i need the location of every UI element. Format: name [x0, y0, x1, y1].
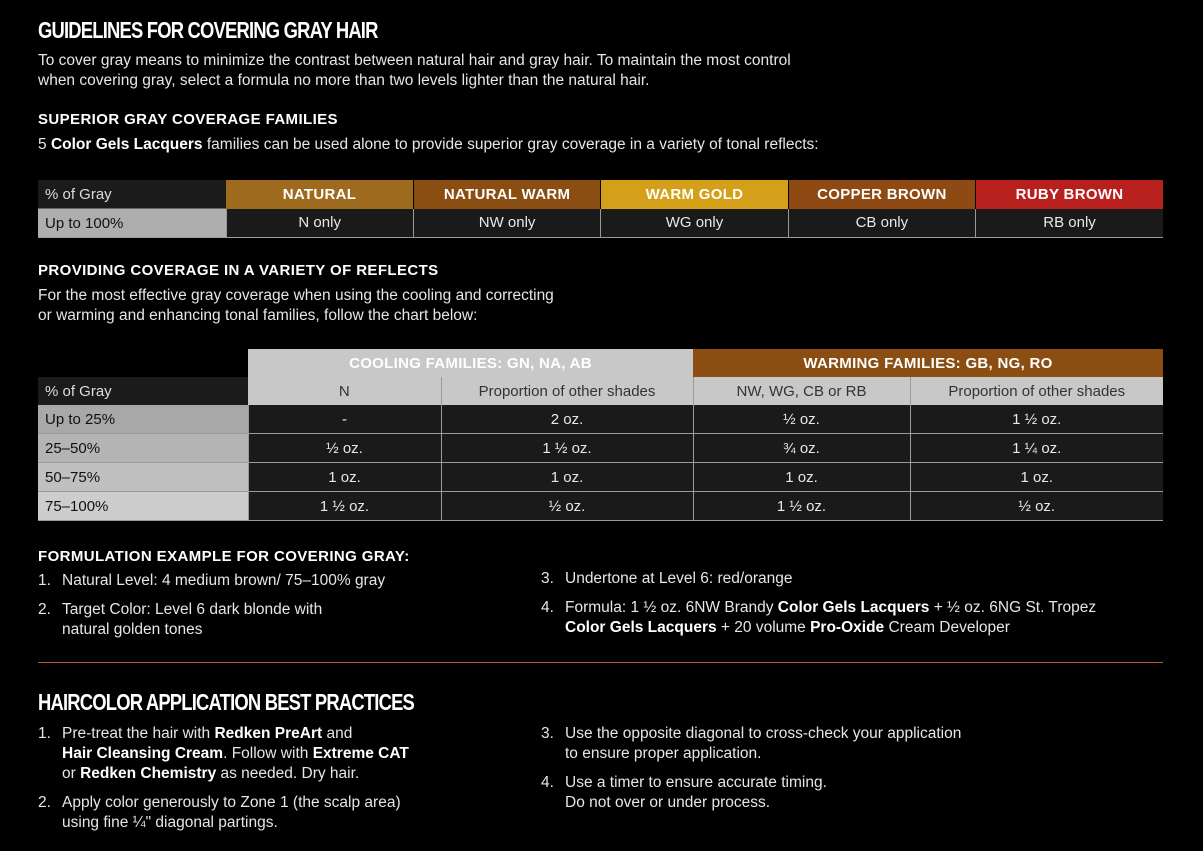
- list-text: [62, 744, 518, 764]
- text-run: Pre-treat the hair with: [62, 725, 215, 742]
- list-text: Undertone at Level 6: red/orange: [565, 570, 793, 587]
- section-title-covering-gray: GUIDELINES FOR COVERING GRAY HAIR: [38, 17, 378, 43]
- formulation-list-right: [541, 569, 1181, 638]
- superior-cell-cb: CB only: [788, 209, 975, 238]
- superior-cell-nw: NW only: [413, 209, 600, 238]
- reflects-cell: ½ oz.: [693, 405, 910, 434]
- list-text: Natural Level: 4 medium brown/ 75–100% gray: [62, 572, 386, 589]
- formulation-heading: FORMULATION EXAMPLE FOR COVERING GRAY:: [38, 548, 410, 565]
- text-run: . Follow with: [223, 745, 313, 762]
- reflects-col-nw-wg-cb-rb: NW, WG, CB or RB: [693, 377, 910, 405]
- superior-coverage-table: [38, 180, 1163, 238]
- list-text: using fine ¼" diagonal partings.: [62, 814, 278, 831]
- reflects-cell: 1 oz.: [248, 463, 441, 492]
- brand-name: Extreme CAT: [312, 745, 409, 762]
- list-text: [565, 598, 1181, 618]
- list-item: [38, 793, 518, 833]
- text-run: Cream Developer: [884, 619, 1010, 636]
- list-text: [565, 618, 1181, 638]
- superior-text-bold: Color Gels Lacquers: [50, 136, 203, 153]
- section-title-best-practices: HAIRCOLOR APPLICATION BEST PRACTICES: [38, 689, 415, 715]
- list-item: [541, 724, 1181, 764]
- text-run: or: [62, 765, 81, 782]
- reflects-heading: PROVIDING COVERAGE IN A VARIETY OF REFLECTS: [38, 262, 439, 279]
- reflects-line-1: For the most effective gray coverage when using the cooling and correcting: [38, 287, 554, 304]
- list-number: 4.: [541, 599, 554, 616]
- reflects-col-n: N: [248, 377, 441, 405]
- section-divider: [38, 662, 1163, 663]
- reflects-cell: -: [248, 405, 441, 434]
- intro-paragraph: [38, 51, 1038, 91]
- reflects-cell: 1 ¼ oz.: [910, 434, 1163, 463]
- list-text: [62, 724, 518, 744]
- cooling-families-header: COOLING FAMILIES: GN, NA, AB: [248, 349, 693, 377]
- reflects-table: [38, 349, 1163, 521]
- list-number: 3.: [541, 725, 554, 742]
- reflects-col-warm-proportion: Proportion of other shades: [910, 377, 1163, 405]
- text-run: as needed. Dry hair.: [216, 765, 360, 782]
- reflects-cell: 2 oz.: [441, 405, 693, 434]
- list-number: 1.: [38, 725, 51, 742]
- warming-families-header: WARMING FAMILIES: GB, NG, RO: [693, 349, 1163, 377]
- brand-name: Redken PreArt: [214, 725, 323, 742]
- list-number: 1.: [38, 572, 51, 589]
- reflects-row-label: 75–100%: [38, 492, 248, 521]
- reflects-cell: ¾ oz.: [693, 434, 910, 463]
- text-run: + 20 volume: [716, 619, 811, 636]
- intro-line-1: To cover gray means to minimize the contrast between natural hair and gray hair. To maintain the most control: [38, 52, 791, 69]
- best-practices-list-right: [541, 724, 1181, 813]
- superior-cell-rb: RB only: [976, 209, 1163, 238]
- list-text: Target Color: Level 6 dark blonde with: [62, 601, 323, 618]
- reflects-cell: 1 oz.: [693, 463, 910, 492]
- reflects-row-label: Up to 25%: [38, 405, 248, 434]
- list-item: [38, 600, 518, 640]
- list-text: Use the opposite diagonal to cross-check your application: [565, 725, 962, 742]
- text-run: + ½ oz. 6NG St. Tropez: [929, 599, 1097, 616]
- list-text: natural golden tones: [62, 621, 203, 638]
- brand-name: Color Gels Lacquers: [777, 599, 930, 616]
- superior-text-pre: 5: [38, 136, 51, 153]
- reflects-row-label: 25–50%: [38, 434, 248, 463]
- best-practices-list-left: [38, 724, 518, 833]
- reflects-cell: 1 oz.: [441, 463, 693, 492]
- reflects-cell: ½ oz.: [441, 492, 693, 521]
- intro-line-2: when covering gray, select a formula no more than two levels lighter than the natural hair.: [38, 72, 650, 89]
- superior-text-post: families can be used alone to provide superior gray coverage in a variety of tonal reflects:: [202, 136, 819, 153]
- reflects-cell: 1 oz.: [910, 463, 1163, 492]
- superior-cell-wg: WG only: [601, 209, 788, 238]
- list-item: [38, 571, 518, 591]
- header-copper-brown: COPPER BROWN: [788, 180, 975, 209]
- list-item: [541, 569, 1181, 589]
- reflects-empty-corner: [38, 349, 248, 377]
- list-text: Use a timer to ensure accurate timing.: [565, 774, 827, 791]
- list-text: Do not over or under process.: [565, 794, 771, 811]
- list-item: [541, 598, 1181, 638]
- header-natural: NATURAL: [226, 180, 413, 209]
- list-item: [541, 773, 1181, 813]
- reflects-line-2: or warming and enhancing tonal families, follow the chart below:: [38, 307, 478, 324]
- superior-text: [38, 135, 1138, 155]
- reflects-row-label: 50–75%: [38, 463, 248, 492]
- list-number: 2.: [38, 794, 51, 811]
- list-item: [38, 724, 518, 784]
- reflects-cell: 1 ½ oz.: [248, 492, 441, 521]
- reflects-cell: ½ oz.: [910, 492, 1163, 521]
- reflects-cell: 1 ½ oz.: [441, 434, 693, 463]
- header-natural-warm: NATURAL WARM: [413, 180, 600, 209]
- list-number: 4.: [541, 774, 554, 791]
- list-number: 3.: [541, 570, 554, 587]
- reflects-cell: 1 ½ oz.: [693, 492, 910, 521]
- superior-heading: SUPERIOR GRAY COVERAGE FAMILIES: [38, 111, 338, 128]
- text-run: and: [322, 725, 353, 742]
- list-number: 2.: [38, 601, 51, 618]
- list-text: to ensure proper application.: [565, 745, 762, 762]
- brand-name: Redken Chemistry: [80, 765, 217, 782]
- superior-row-label: Up to 100%: [38, 209, 226, 238]
- reflects-col0-header: % of Gray: [38, 377, 248, 405]
- reflects-cell: 1 ½ oz.: [910, 405, 1163, 434]
- brand-name: Color Gels Lacquers: [565, 619, 717, 636]
- reflects-text: [38, 286, 738, 326]
- brand-name: Pro-Oxide: [810, 619, 885, 636]
- superior-cell-n: N only: [226, 209, 413, 238]
- brand-name: Hair Cleansing Cream: [62, 745, 224, 762]
- text-run: Formula: 1 ½ oz. 6NW Brandy: [565, 599, 778, 616]
- reflects-col-cool-proportion: Proportion of other shades: [441, 377, 693, 405]
- header-warm-gold: WARM GOLD: [601, 180, 788, 209]
- header-ruby-brown: RUBY BROWN: [976, 180, 1163, 209]
- list-text: [62, 764, 518, 784]
- list-text: Apply color generously to Zone 1 (the scalp area): [62, 794, 401, 811]
- formulation-list-left: [38, 571, 518, 640]
- reflects-cell: ½ oz.: [248, 434, 441, 463]
- superior-col0-header: % of Gray: [38, 180, 226, 209]
